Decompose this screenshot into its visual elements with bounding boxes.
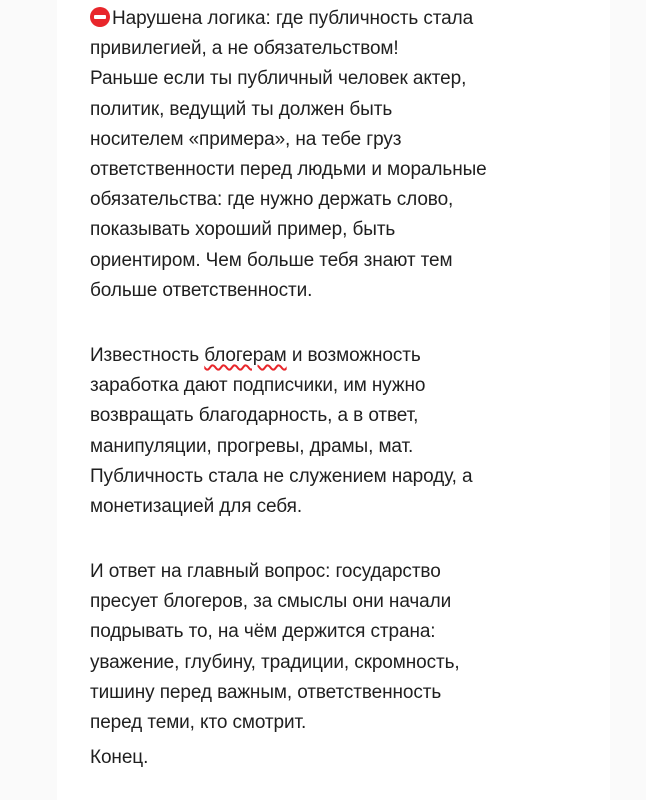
text-line: И ответ на главный вопрос: государство <box>90 561 441 582</box>
text-line: Раньше если ты публичный человек актер, <box>90 68 467 90</box>
text-line-content: Нарушена логика: где публичность стала <box>112 8 474 29</box>
misspelled-word[interactable]: блогерам <box>204 345 287 366</box>
text-line: носителем «примера», на тебе груз <box>90 128 402 150</box>
paragraph-1 <box>90 4 610 306</box>
text-line: пресует блогеров, за смыслы они начали <box>90 591 452 613</box>
text-segment: Известность <box>90 345 205 366</box>
text-line: обязательства: где нужно держать слово, <box>90 189 454 211</box>
text-line: тишину перед важным, ответственность <box>90 681 442 703</box>
text-line: уважение, глубину, традиции, скромность, <box>90 651 460 673</box>
text-line: манипуляции, прогревы, драмы, мат. <box>90 435 414 457</box>
text-line: Конец. <box>90 747 149 768</box>
text-line <box>90 341 610 371</box>
text-line: Публичность стала не служением народу, а <box>90 465 473 487</box>
text-line: подрывать то, на чём держится страна: <box>90 621 436 643</box>
text-line: возвращать благодарность, а в ответ, <box>90 405 419 427</box>
text-line: больше ответственности. <box>90 279 313 301</box>
paragraph-2 <box>90 341 610 522</box>
text-line: ориентиром. Чем больше тебя знают тем <box>90 249 453 271</box>
text-line: показывать хороший пример, быть <box>90 219 396 241</box>
text-line: привилегией, а не обязательством! <box>90 38 399 60</box>
text-line <box>90 4 610 34</box>
text-line: политик, ведущий ты должен быть <box>90 98 393 120</box>
text-segment: и возможность <box>286 345 421 366</box>
no-entry-icon <box>90 7 110 27</box>
paragraph-4 <box>90 743 610 773</box>
text-line: перед теми, кто смотрит. <box>90 712 307 734</box>
text-line: монетизацией для себя. <box>90 496 303 518</box>
text-line: ответственности перед людьми и моральные <box>90 159 487 181</box>
text-line: заработка дают подписчики, им нужно <box>90 375 426 397</box>
paragraph-3 <box>90 557 610 738</box>
